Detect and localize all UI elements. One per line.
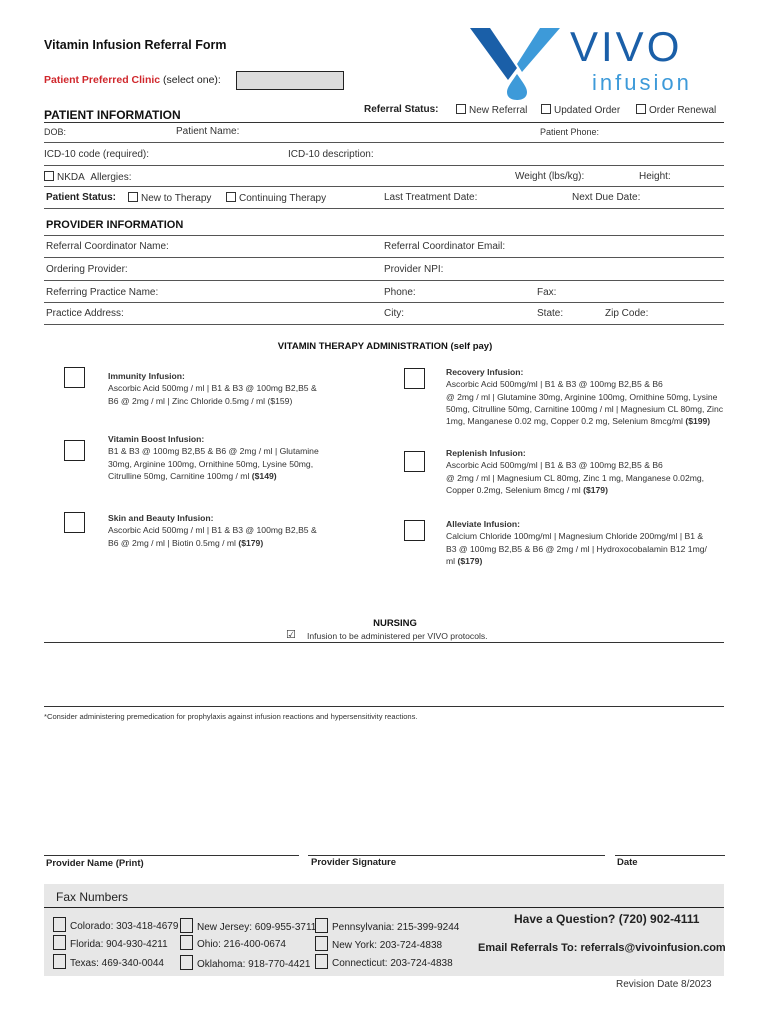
therapy-line: Calcium Chloride 100mg/ml | Magnesium Chloride 200mg/ml | B1 & [446, 531, 704, 542]
nursing-footnote: *Consider administering premedication for prophylaxis against infusion reactions and hypersensitivity reactions. [44, 712, 418, 721]
provider-heading: PROVIDER INFORMATION [46, 219, 184, 231]
therapy-alleviate [446, 518, 707, 567]
fax-number: New York: 203-724-4838 [332, 940, 443, 951]
practice-address-label: Practice Address: [46, 308, 124, 319]
nursing-text: Infusion to be administered per VIVO protocols. [307, 631, 488, 641]
zip-label: Zip Code: [605, 308, 649, 319]
therapy-line: @ 2mg / ml | Glutamine 30mg, Arginine 100mg, Ornithine 50mg, Lysine [446, 391, 718, 402]
clinic-select[interactable] [236, 71, 344, 90]
therapy-line: Ascorbic Acid 500mg / ml | B1 & B3 @ 100mg B2,B5 & [108, 383, 317, 394]
checkbox-vitamin-boost[interactable] [64, 440, 85, 461]
checkbox-fax[interactable] [180, 935, 193, 950]
checkbox-fax[interactable] [315, 954, 328, 969]
fax-heading: Fax Numbers [56, 890, 129, 904]
dob-label: DOB: [44, 127, 67, 137]
checkbox-fax[interactable] [53, 917, 66, 932]
provider-signature: Provider Signature [311, 857, 396, 868]
coord-name-label: Referral Coordinator Name: [46, 241, 169, 252]
allergies-label: Allergies: [90, 172, 132, 183]
therapy-line: Citrulline 50mg, Carnitine 100mg / ml [108, 470, 250, 481]
status-updated[interactable] [541, 104, 620, 116]
referral-status-label: Referral Status: [364, 104, 439, 115]
therapy-recovery [446, 366, 723, 427]
checkbox-new-therapy[interactable] [128, 192, 138, 202]
email-line: Email Referrals To: referrals@vivoinfusion.com [478, 942, 726, 954]
practice-fax-label: Fax: [537, 287, 557, 298]
therapy-name: Replenish Infusion: [446, 448, 526, 458]
therapy-name: Alleviate Infusion: [446, 519, 521, 529]
fax-colorado[interactable] [53, 917, 178, 932]
therapy-skin-beauty [108, 512, 317, 549]
therapy-line: B1 & B3 @ 100mg B2,B5 & B6 @ 2mg / ml | Glutamine [108, 446, 319, 457]
patient-name-label: Patient Name: [176, 126, 240, 137]
checkbox-immunity[interactable] [64, 367, 85, 388]
therapy-line: B6 @ 2mg / ml | Biotin 0.5mg / ml [108, 537, 236, 548]
fax-number: Ohio: 216-400-0674 [197, 939, 286, 950]
clinic-hint: (select one): [163, 74, 221, 86]
checkbox-recovery[interactable] [404, 368, 425, 389]
revision-date: Revision Date 8/2023 [616, 979, 712, 990]
checkbox-continuing-therapy[interactable] [226, 192, 236, 202]
fax-number: New Jersey: 609-955-3711 [197, 922, 317, 933]
fax-number: Colorado: 303-418-4679 [70, 921, 179, 932]
checkbox-fax[interactable] [53, 935, 66, 950]
fax-pennsylvania[interactable] [315, 918, 459, 933]
status-renewal-label: Order Renewal [649, 105, 717, 116]
ordering-provider-label: Ordering Provider: [46, 264, 128, 275]
checkbox-order-renewal[interactable] [636, 104, 646, 114]
fax-oklahoma[interactable] [180, 955, 310, 970]
nursing-heading: NURSING [373, 618, 417, 629]
question-line: Have a Question? (720) 902-4111 [514, 912, 700, 926]
fax-box [44, 884, 724, 976]
patient-phone-label: Patient Phone: [540, 127, 600, 137]
height-label: Height: [639, 171, 671, 182]
fax-texas[interactable] [53, 954, 164, 969]
form-title: Vitamin Infusion Referral Form [44, 38, 227, 52]
status-new[interactable] [456, 104, 527, 116]
therapy-replenish [446, 447, 704, 496]
therapy-line: 50mg, Citrulline 50mg, Carnitine 100mg / ml | Magnesium CL 80mg, Zinc [446, 403, 724, 414]
nursing-check-icon[interactable]: ☑ [286, 629, 296, 641]
therapy-price: ($179) [238, 537, 264, 548]
therapy-line: @ 2mg / ml | Magnesium CL 80mg, Zinc 1 mg, Manganese 0.02mg, [446, 472, 705, 483]
clinic-row [44, 74, 221, 86]
checkbox-fax[interactable] [315, 918, 328, 933]
checkbox-updated-order[interactable] [541, 104, 551, 114]
patient-status-label: Patient Status: [46, 192, 117, 203]
therapy-vitamin-boost [108, 433, 319, 482]
status-new-label: New Referral [469, 105, 528, 116]
therapy-line: ml [446, 555, 456, 566]
clinic-label: Patient Preferred Clinic [44, 74, 161, 86]
therapy-name: Immunity Infusion: [108, 371, 185, 381]
checkbox-fax[interactable] [180, 918, 193, 933]
new-therapy-option[interactable] [128, 192, 211, 204]
therapy-line: Ascorbic Acid 500mg/ml | B1 & B3 @ 100mg B2,B5 & B6 [446, 379, 663, 390]
logo-brand: VIVO [570, 23, 683, 70]
next-due-label: Next Due Date: [572, 192, 641, 203]
therapy-price: ($179) [457, 555, 483, 566]
new-therapy-label: New to Therapy [141, 193, 212, 204]
practice-name-label: Referring Practice Name: [46, 287, 159, 298]
fax-number: Pennsylvania: 215-399-9244 [332, 922, 460, 933]
continuing-therapy-label: Continuing Therapy [239, 193, 327, 204]
fax-connecticut[interactable] [315, 954, 453, 969]
logo-sub: infusion [592, 70, 692, 95]
checkbox-skin-beauty[interactable] [64, 512, 85, 533]
logo-mark-icon [470, 26, 565, 100]
fax-number: Florida: 904-930-4211 [70, 939, 168, 950]
icd-desc-label: ICD-10 description: [288, 149, 374, 160]
checkbox-fax[interactable] [315, 936, 328, 951]
last-treatment-label: Last Treatment Date: [384, 192, 478, 203]
checkbox-alleviate[interactable] [404, 520, 425, 541]
signature-date: Date [617, 857, 638, 868]
icd-code-label: ICD-10 code (required): [44, 149, 150, 160]
coord-email-label: Referral Coordinator Email: [384, 241, 506, 252]
weight-label: Weight (lbs/kg): [515, 171, 585, 182]
therapy-line: Copper 0.2mg, Selenium 8mcg / ml [446, 484, 581, 495]
therapy-price: ($199) [685, 416, 711, 427]
nkda-row[interactable] [44, 171, 132, 183]
therapy-line: 1mg, Manganese 0.02 mg, Copper 0.2 mg, Selenium 8mcg/ml [446, 416, 683, 427]
therapy-immunity [108, 370, 317, 407]
patient-heading: PATIENT INFORMATION [44, 108, 181, 122]
provider-name-print: Provider Name (Print) [46, 858, 144, 869]
therapy-price: ($179) [583, 484, 608, 495]
therapy-name: Vitamin Boost Infusion: [108, 434, 205, 444]
nkda-label: NKDA [57, 172, 85, 183]
checkbox-replenish[interactable] [404, 451, 425, 472]
fax-number: Connecticut: 203-724-4838 [332, 958, 453, 969]
fax-new-york[interactable] [315, 936, 442, 951]
therapy-line: Ascorbic Acid 500mg/ml | B1 & B3 @ 100mg B2,B5 & B6 [446, 460, 663, 471]
state-label: State: [537, 308, 564, 319]
therapy-line: B3 @ 100mg B2,B5 & B6 @ 2mg / ml | Hydroxocobalamin B12 1mg/ [446, 543, 707, 554]
fax-number: Texas: 469-340-0044 [70, 958, 164, 969]
therapy-price: ($149) [251, 470, 277, 481]
therapy-heading: VITAMIN THERAPY ADMINISTRATION (self pay) [277, 341, 493, 352]
therapy-line: Ascorbic Acid 500mg / ml | B1 & B3 @ 100mg B2,B5 & [108, 525, 317, 536]
practice-phone-label: Phone: [384, 287, 416, 298]
fax-florida[interactable] [53, 935, 168, 950]
therapy-line: B6 @ 2mg / ml | Zinc Chloride 0.5mg / ml ($159) [108, 395, 293, 406]
therapy-line: 30mg, Arginine 100mg, Ornithine 50mg, Lysine 50mg, [108, 458, 314, 469]
checkbox-fax[interactable] [53, 954, 66, 969]
fax-new-jersey[interactable] [180, 918, 316, 933]
fax-number: Oklahoma: 918-770-4421 [197, 959, 311, 970]
therapy-name: Recovery Infusion: [446, 367, 524, 377]
status-renewal[interactable] [636, 104, 716, 116]
checkbox-fax[interactable] [180, 955, 193, 970]
checkbox-new-referral[interactable] [456, 104, 466, 114]
nursing-notes-box[interactable] [44, 642, 724, 707]
status-updated-label: Updated Order [554, 105, 621, 116]
vivo-logo [470, 23, 720, 100]
therapy-name: Skin and Beauty Infusion: [108, 513, 214, 523]
fax-ohio[interactable] [180, 935, 286, 950]
provider-npi-label: Provider NPI: [384, 264, 444, 275]
continuing-therapy-option[interactable] [226, 192, 326, 204]
city-label: City: [384, 308, 404, 319]
checkbox-nkda[interactable] [44, 171, 54, 181]
